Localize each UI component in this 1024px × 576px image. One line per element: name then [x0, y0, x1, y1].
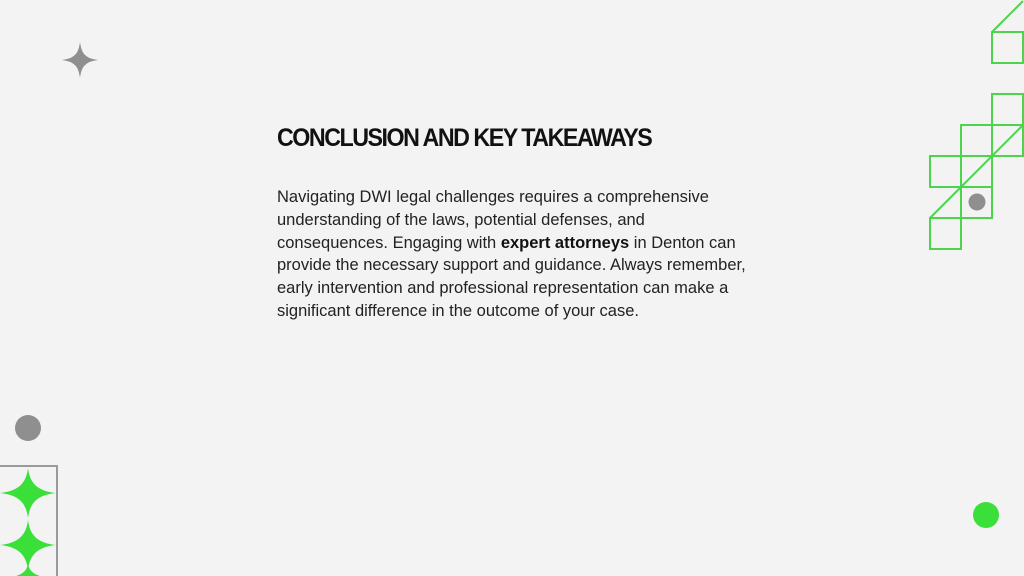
green-stars-icon	[0, 464, 60, 576]
body-text-emphasis: expert attorneys	[500, 233, 630, 252]
body-paragraph	[277, 186, 747, 323]
green-circle-icon	[972, 501, 1000, 529]
body-text-before: Navigating DWI legal challenges requires a comprehensive understanding of the laws, potential defenses, and consequences. Engaging with	[277, 188, 709, 252]
body-text-after: in Denton can provide the necessary support and guidance. Always remember, early intervention and professional representation can make a significant difference in the outcome of your case.	[277, 233, 746, 320]
gray-circle-left-icon	[14, 414, 42, 442]
green-grid-decoration	[924, 0, 1024, 254]
sparkle-icon	[62, 42, 98, 78]
page-title: CONCLUSION AND KEY TAKEAWAYS	[277, 124, 652, 152]
